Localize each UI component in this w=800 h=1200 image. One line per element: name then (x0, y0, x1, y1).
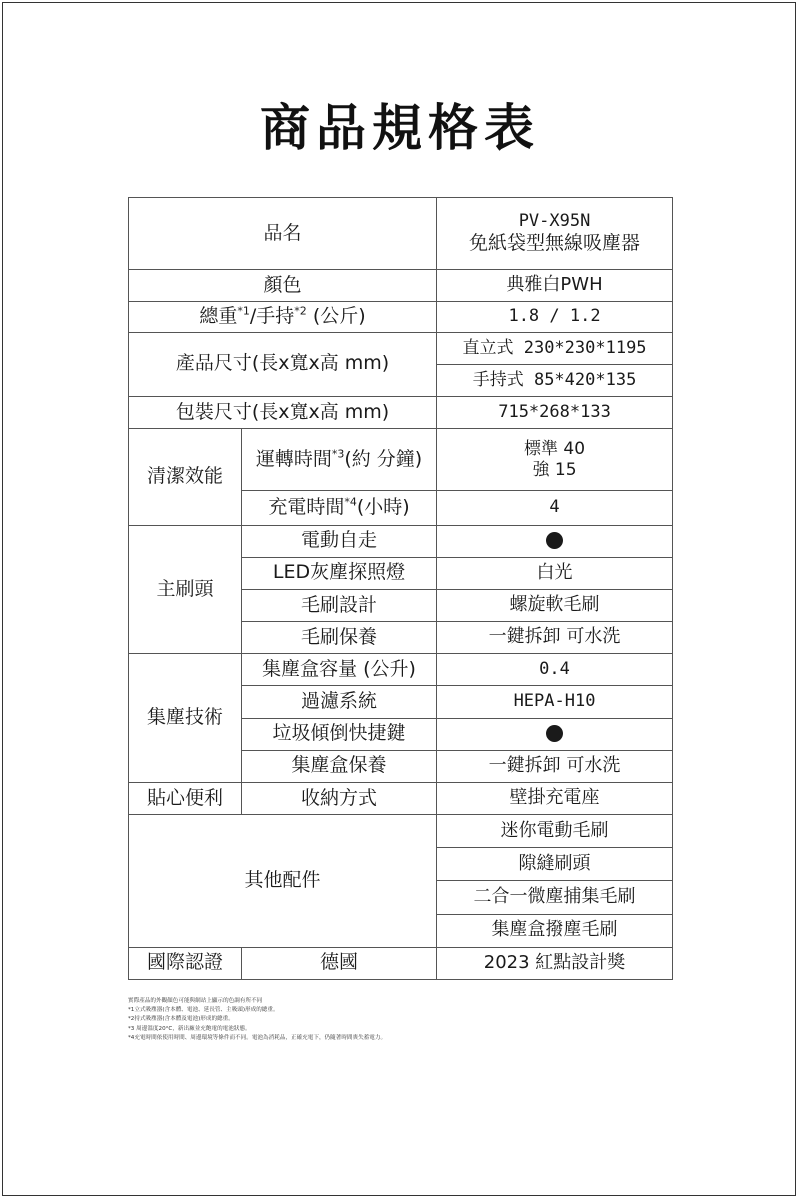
accessory-item: 集塵盒撥塵毛刷 (437, 914, 673, 947)
package-value: 715*268*133 (437, 396, 673, 428)
footnote-line: 實際產品的外觀顏色可能與網站上顯示的色調有所不同 (128, 998, 263, 1004)
package-label: 包裝尺寸(長x寬x高 mm) (129, 396, 437, 428)
accessory-item: 二合一微塵捕集毛刷 (437, 881, 673, 914)
brush-item-value: 一鍵拆卸 可水洗 (437, 622, 673, 654)
model-number: PV-X95N (518, 211, 591, 232)
weight-footnote-1: *1 (237, 304, 250, 318)
table-row (129, 947, 673, 979)
product-type: 免紙袋型無線吸塵器 (469, 232, 641, 255)
table-row (129, 198, 673, 270)
weight-label (129, 301, 437, 332)
filled-circle-icon (546, 725, 563, 742)
charge-footnote: *4 (344, 495, 357, 509)
size-label: 產品尺寸(長x寬x高 mm) (129, 332, 437, 396)
color-value: 典雅白PWH (437, 270, 673, 301)
runtime-label-text: 運轉時間 (255, 447, 332, 470)
dust-item-label: 垃圾傾倒快捷鍵 (242, 718, 437, 750)
weight-footnote-2: *2 (294, 304, 307, 318)
brush-item-value: 白光 (437, 557, 673, 589)
certification-award: 2023 紅點設計獎 (437, 947, 673, 979)
table-row (129, 654, 673, 686)
table-row (129, 525, 673, 557)
brush-item-label: 電動自走 (242, 525, 437, 557)
brush-item-value: 螺旋軟毛刷 (437, 589, 673, 621)
footnote-line: *4充電時間依使用時間、周邊環境等條件而不同。電池為消耗品，正確充電下，仍隨著時間喪失蓄電力。 (128, 1034, 387, 1041)
weight-label-a: 總重 (199, 304, 238, 327)
filled-circle-icon (546, 532, 563, 549)
spec-table (128, 197, 673, 980)
dust-item-value (437, 718, 673, 750)
charge-value: 4 (437, 491, 673, 525)
footnote-line: *1立式吸塵器(含本體、電池、延長管、主吸頭)形成的總重。 (128, 1007, 279, 1014)
convenience-group-label: 貼心便利 (129, 782, 242, 814)
table-row (129, 815, 673, 848)
table-row (129, 301, 673, 332)
runtime-standard: 標準 40 (523, 438, 586, 459)
runtime-strong: 強 15 (532, 459, 577, 480)
weight-value: 1.8 / 1.2 (437, 301, 673, 332)
table-row (129, 396, 673, 428)
charge-label-text: 充電時間 (268, 496, 345, 519)
runtime-label (242, 429, 437, 491)
footnotes (128, 997, 688, 1043)
accessory-item: 隙縫刷頭 (437, 848, 673, 881)
dust-item-value: 0.4 (437, 654, 673, 686)
table-row (129, 270, 673, 301)
accessory-item: 迷你電動毛刷 (437, 815, 673, 848)
charge-label-suffix: (小時) (356, 496, 410, 519)
certification-group-label: 國際認證 (129, 947, 242, 979)
name-label: 品名 (129, 198, 437, 270)
accessories-label: 其他配件 (129, 815, 437, 948)
dust-item-label: 集塵盒容量 (公升) (242, 654, 437, 686)
runtime-value (437, 429, 673, 491)
cleaning-group-label: 清潔效能 (129, 429, 242, 525)
brush-item-label: 毛刷保養 (242, 622, 437, 654)
runtime-label-suffix: (約 分鐘) (344, 447, 423, 470)
table-row (129, 332, 673, 364)
name-value (437, 198, 673, 270)
table-row (129, 782, 673, 814)
storage-label: 收納方式 (242, 782, 437, 814)
runtime-footnote: *3 (331, 447, 345, 461)
size-upright-value: 直立式 230*230*1195 (437, 332, 673, 364)
page-title: 商品規格表 (260, 99, 540, 157)
dust-item-value: 一鍵拆卸 可水洗 (437, 750, 673, 782)
footnote-line: *2持式吸塵器(含本體及電池)形成的總重。 (128, 1016, 234, 1023)
weight-label-b: /手持 (249, 304, 295, 327)
brush-item-value (437, 525, 673, 557)
brush-item-label: 毛刷設計 (242, 589, 437, 621)
footnote-line: *3 周邊溫度20°C，新出廠並充飽電的電池狀態。 (128, 1025, 251, 1032)
storage-value: 壁掛充電座 (437, 782, 673, 814)
weight-label-c: (公斤) (306, 304, 366, 327)
dust-item-label: 集塵盒保養 (242, 750, 437, 782)
color-label: 顏色 (129, 270, 437, 301)
dust-item-value: HEPA-H10 (437, 686, 673, 718)
charge-label (242, 491, 437, 525)
brush-group-label: 主刷頭 (129, 525, 242, 654)
table-row (129, 429, 673, 491)
size-handheld-value: 手持式 85*420*135 (437, 364, 673, 396)
brush-item-label: LED灰塵探照燈 (242, 557, 437, 589)
dust-item-label: 過濾系統 (242, 686, 437, 718)
certification-country: 德國 (242, 947, 437, 979)
dust-group-label: 集塵技術 (129, 654, 242, 783)
